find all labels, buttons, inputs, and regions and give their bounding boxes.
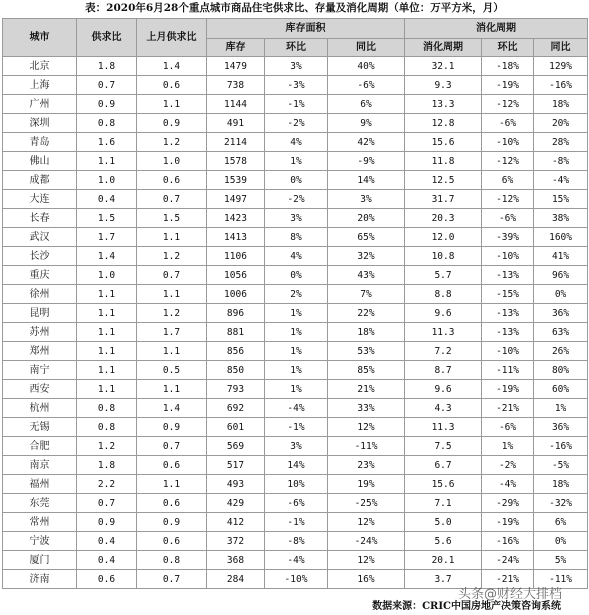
table-row <box>3 399 588 418</box>
cell-cycle-mom: -10% <box>482 133 534 152</box>
cell-supply-ratio: 0.7 <box>77 494 137 513</box>
cell-cycle-mom: -29% <box>482 494 534 513</box>
cell-inventory: 429 <box>207 494 265 513</box>
cell-inventory: 491 <box>207 114 265 133</box>
cell-cycle-yoy: 38% <box>534 209 588 228</box>
table-row <box>3 456 588 475</box>
cell-inventory: 738 <box>207 76 265 95</box>
cell-cycle-mom: -10% <box>482 342 534 361</box>
table-row <box>3 380 588 399</box>
cell-cycle-yoy: 15% <box>534 190 588 209</box>
watermark: 头条@财经大排档 <box>458 587 563 602</box>
cell-inventory-yoy: 33% <box>328 399 405 418</box>
cell-inventory: 1006 <box>207 285 265 304</box>
table-row <box>3 513 588 532</box>
cell-cycle: 15.6 <box>405 475 482 494</box>
cell-cycle-yoy: -8% <box>534 152 588 171</box>
cell-inventory: 517 <box>207 456 265 475</box>
cell-cycle: 11.8 <box>405 152 482 171</box>
table-row <box>3 532 588 551</box>
cell-supply-ratio: 1.1 <box>77 285 137 304</box>
cell-inventory: 1423 <box>207 209 265 228</box>
cell-inventory-yoy: -11% <box>328 437 405 456</box>
cell-inventory-mom: 1% <box>265 323 328 342</box>
cell-inventory-mom: -1% <box>265 95 328 114</box>
cell-cycle-mom: -6% <box>482 418 534 437</box>
cell-prev-supply-ratio: 1.0 <box>137 152 207 171</box>
cell-cycle: 9.3 <box>405 76 482 95</box>
cell-city: 广州 <box>3 95 77 114</box>
cell-cycle-yoy: -4% <box>534 171 588 190</box>
cell-cycle: 12.0 <box>405 228 482 247</box>
cell-inventory-mom: -8% <box>265 532 328 551</box>
cell-cycle-yoy: 60% <box>534 380 588 399</box>
cell-cycle: 15.6 <box>405 133 482 152</box>
cell-inventory: 1144 <box>207 95 265 114</box>
cell-supply-ratio: 0.7 <box>77 76 137 95</box>
cell-cycle-mom: -11% <box>482 361 534 380</box>
cell-inventory-yoy: 53% <box>328 342 405 361</box>
cell-city: 深圳 <box>3 114 77 133</box>
cell-supply-ratio: 1.6 <box>77 133 137 152</box>
cell-cycle-mom: -19% <box>482 513 534 532</box>
cell-supply-ratio: 1.0 <box>77 171 137 190</box>
cell-inventory-yoy: 43% <box>328 266 405 285</box>
cell-cycle-mom: -12% <box>482 190 534 209</box>
header-supply-ratio: 供求比 <box>77 19 137 57</box>
table-row <box>3 361 588 380</box>
data-table <box>2 18 588 589</box>
cell-inventory-yoy: -9% <box>328 152 405 171</box>
cell-inventory: 793 <box>207 380 265 399</box>
cell-city: 常州 <box>3 513 77 532</box>
cell-inventory-mom: 1% <box>265 380 328 399</box>
cell-city: 昆明 <box>3 304 77 323</box>
cell-inventory: 1578 <box>207 152 265 171</box>
cell-inventory-mom: 8% <box>265 228 328 247</box>
cell-cycle: 8.7 <box>405 361 482 380</box>
cell-cycle-mom: -6% <box>482 209 534 228</box>
cell-prev-supply-ratio: 1.2 <box>137 247 207 266</box>
cell-cycle-yoy: -32% <box>534 494 588 513</box>
table-row <box>3 95 588 114</box>
cell-prev-supply-ratio: 0.7 <box>137 266 207 285</box>
cell-cycle: 7.1 <box>405 494 482 513</box>
cell-city: 北京 <box>3 57 77 76</box>
cell-cycle: 11.3 <box>405 323 482 342</box>
cell-inventory-mom: 1% <box>265 361 328 380</box>
cell-inventory-mom: 3% <box>265 57 328 76</box>
cell-inventory-mom: 0% <box>265 266 328 285</box>
cell-cycle-yoy: 0% <box>534 285 588 304</box>
cell-cycle: 32.1 <box>405 57 482 76</box>
cell-inventory-mom: -10% <box>265 570 328 589</box>
cell-cycle-mom: -10% <box>482 247 534 266</box>
cell-cycle-mom: -21% <box>482 570 534 589</box>
cell-inventory-mom: 1% <box>265 304 328 323</box>
cell-city: 成都 <box>3 171 77 190</box>
cell-inventory: 1056 <box>207 266 265 285</box>
header-cycle: 消化周期 <box>405 39 482 57</box>
cell-supply-ratio: 0.4 <box>77 532 137 551</box>
cell-city: 南京 <box>3 456 77 475</box>
cell-supply-ratio: 1.1 <box>77 323 137 342</box>
cell-inventory-mom: 0% <box>265 171 328 190</box>
cell-inventory: 493 <box>207 475 265 494</box>
cell-cycle-yoy: 0% <box>534 532 588 551</box>
cell-cycle-mom: -13% <box>482 304 534 323</box>
cell-city: 武汉 <box>3 228 77 247</box>
source-note: 数据来源：CRIC中国房地产决策咨询系统 <box>372 601 561 612</box>
cell-cycle-yoy: 20% <box>534 114 588 133</box>
cell-supply-ratio: 1.0 <box>77 266 137 285</box>
cell-cycle-mom: 6% <box>482 171 534 190</box>
cell-inventory-yoy: 40% <box>328 57 405 76</box>
cell-cycle: 20.1 <box>405 551 482 570</box>
cell-cycle-yoy: -11% <box>534 570 588 589</box>
cell-cycle-yoy: 80% <box>534 361 588 380</box>
cell-cycle: 9.6 <box>405 304 482 323</box>
table-row <box>3 285 588 304</box>
cell-cycle-mom: -19% <box>482 76 534 95</box>
table-row <box>3 209 588 228</box>
cell-city: 青岛 <box>3 133 77 152</box>
cell-city: 大连 <box>3 190 77 209</box>
cell-inventory-yoy: 23% <box>328 456 405 475</box>
cell-supply-ratio: 0.4 <box>77 190 137 209</box>
cell-inventory-mom: -6% <box>265 494 328 513</box>
cell-city: 长春 <box>3 209 77 228</box>
header-cycle-mom: 环比 <box>482 39 534 57</box>
cell-supply-ratio: 1.5 <box>77 209 137 228</box>
cell-city: 重庆 <box>3 266 77 285</box>
cell-city: 苏州 <box>3 323 77 342</box>
cell-cycle-mom: -16% <box>482 532 534 551</box>
cell-city: 郑州 <box>3 342 77 361</box>
cell-cycle-yoy: 1% <box>534 399 588 418</box>
cell-inventory-mom: 10% <box>265 475 328 494</box>
cell-inventory-mom: 3% <box>265 437 328 456</box>
cell-supply-ratio: 0.8 <box>77 399 137 418</box>
cell-inventory-yoy: 14% <box>328 171 405 190</box>
table-row <box>3 228 588 247</box>
cell-inventory-yoy: 12% <box>328 551 405 570</box>
cell-cycle: 5.7 <box>405 266 482 285</box>
cell-inventory-mom: 4% <box>265 133 328 152</box>
cell-cycle: 5.6 <box>405 532 482 551</box>
cell-inventory-yoy: -6% <box>328 76 405 95</box>
cell-inventory-mom: 14% <box>265 456 328 475</box>
cell-cycle: 13.3 <box>405 95 482 114</box>
cell-inventory-mom: 1% <box>265 342 328 361</box>
table-title: 表：2020年6月28个重点城市商品住宅供求比、存量及消化周期（单位：万平方米，月） <box>85 2 504 14</box>
cell-city: 宁波 <box>3 532 77 551</box>
header-inventory-yoy: 同比 <box>328 39 405 57</box>
cell-inventory-mom: -4% <box>265 551 328 570</box>
cell-cycle: 12.5 <box>405 171 482 190</box>
cell-supply-ratio: 1.1 <box>77 304 137 323</box>
cell-supply-ratio: 0.9 <box>77 95 137 114</box>
header-city: 城市 <box>3 19 77 57</box>
cell-cycle: 31.7 <box>405 190 482 209</box>
table-row <box>3 133 588 152</box>
cell-cycle: 9.6 <box>405 380 482 399</box>
cell-supply-ratio: 0.8 <box>77 418 137 437</box>
table-row <box>3 57 588 76</box>
cell-prev-supply-ratio: 0.6 <box>137 171 207 190</box>
cell-inventory-yoy: 32% <box>328 247 405 266</box>
cell-cycle: 11.3 <box>405 418 482 437</box>
cell-supply-ratio: 1.1 <box>77 152 137 171</box>
cell-inventory-yoy: 6% <box>328 95 405 114</box>
cell-prev-supply-ratio: 1.5 <box>137 209 207 228</box>
cell-inventory-yoy: 9% <box>328 114 405 133</box>
cell-inventory-mom: 1% <box>265 152 328 171</box>
cell-supply-ratio: 0.8 <box>77 114 137 133</box>
cell-prev-supply-ratio: 0.6 <box>137 532 207 551</box>
cell-city: 西安 <box>3 380 77 399</box>
cell-cycle-yoy: -5% <box>534 456 588 475</box>
header-cycle-yoy: 同比 <box>534 39 588 57</box>
cell-cycle-yoy: 160% <box>534 228 588 247</box>
cell-inventory-yoy: 18% <box>328 323 405 342</box>
table-row <box>3 304 588 323</box>
cell-inventory-yoy: 65% <box>328 228 405 247</box>
cell-inventory-yoy: 21% <box>328 380 405 399</box>
cell-inventory: 569 <box>207 437 265 456</box>
cell-inventory: 896 <box>207 304 265 323</box>
cell-cycle: 5.0 <box>405 513 482 532</box>
cell-cycle: 8.8 <box>405 285 482 304</box>
cell-prev-supply-ratio: 0.7 <box>137 570 207 589</box>
cell-supply-ratio: 0.4 <box>77 551 137 570</box>
table-row <box>3 76 588 95</box>
cell-inventory-mom: 3% <box>265 209 328 228</box>
cell-cycle-mom: -12% <box>482 95 534 114</box>
cell-city: 长沙 <box>3 247 77 266</box>
cell-inventory: 368 <box>207 551 265 570</box>
cell-cycle-yoy: 36% <box>534 304 588 323</box>
cell-prev-supply-ratio: 1.2 <box>137 133 207 152</box>
cell-prev-supply-ratio: 1.1 <box>137 228 207 247</box>
cell-inventory-mom: -1% <box>265 513 328 532</box>
cell-city: 杭州 <box>3 399 77 418</box>
header-inventory: 库存 <box>207 39 265 57</box>
cell-supply-ratio: 0.9 <box>77 513 137 532</box>
cell-cycle-mom: -4% <box>482 475 534 494</box>
cell-cycle-mom: -21% <box>482 399 534 418</box>
cell-cycle-mom: -18% <box>482 57 534 76</box>
cell-inventory: 1497 <box>207 190 265 209</box>
cell-prev-supply-ratio: 0.5 <box>137 361 207 380</box>
cell-city: 合肥 <box>3 437 77 456</box>
cell-prev-supply-ratio: 1.1 <box>137 285 207 304</box>
table-row <box>3 475 588 494</box>
cell-prev-supply-ratio: 0.6 <box>137 494 207 513</box>
cell-inventory-yoy: 22% <box>328 304 405 323</box>
cell-inventory: 1479 <box>207 57 265 76</box>
cell-inventory-yoy: 12% <box>328 513 405 532</box>
cell-prev-supply-ratio: 0.9 <box>137 418 207 437</box>
cell-inventory-yoy: 85% <box>328 361 405 380</box>
cell-prev-supply-ratio: 0.7 <box>137 437 207 456</box>
header-prev-supply-ratio: 上月供求比 <box>137 19 207 57</box>
cell-prev-supply-ratio: 0.7 <box>137 190 207 209</box>
table-row <box>3 152 588 171</box>
cell-inventory-yoy: 16% <box>328 570 405 589</box>
cell-supply-ratio: 0.6 <box>77 570 137 589</box>
cell-inventory-yoy: 12% <box>328 418 405 437</box>
cell-prev-supply-ratio: 1.1 <box>137 380 207 399</box>
cell-cycle: 12.8 <box>405 114 482 133</box>
cell-city: 南宁 <box>3 361 77 380</box>
cell-inventory-yoy: 3% <box>328 190 405 209</box>
cell-cycle-yoy: 41% <box>534 247 588 266</box>
cell-inventory-yoy: 42% <box>328 133 405 152</box>
cell-cycle-mom: -2% <box>482 456 534 475</box>
cell-cycle-mom: -13% <box>482 266 534 285</box>
cell-cycle-yoy: -16% <box>534 76 588 95</box>
cell-inventory-yoy: 20% <box>328 209 405 228</box>
cell-city: 东莞 <box>3 494 77 513</box>
cell-inventory: 692 <box>207 399 265 418</box>
cell-cycle-yoy: 28% <box>534 133 588 152</box>
cell-inventory-yoy: -25% <box>328 494 405 513</box>
table-row <box>3 551 588 570</box>
cell-inventory: 856 <box>207 342 265 361</box>
cell-prev-supply-ratio: 1.2 <box>137 304 207 323</box>
cell-city: 福州 <box>3 475 77 494</box>
cell-inventory-mom: 4% <box>265 247 328 266</box>
cell-cycle-yoy: 36% <box>534 418 588 437</box>
table-row <box>3 171 588 190</box>
cell-cycle: 10.8 <box>405 247 482 266</box>
cell-cycle-mom: -19% <box>482 380 534 399</box>
cell-prev-supply-ratio: 1.4 <box>137 57 207 76</box>
cell-cycle-yoy: 6% <box>534 513 588 532</box>
cell-prev-supply-ratio: 1.1 <box>137 475 207 494</box>
cell-inventory: 372 <box>207 532 265 551</box>
table-row <box>3 494 588 513</box>
header-inventory-area: 库存面积 <box>207 19 405 39</box>
cell-prev-supply-ratio: 0.6 <box>137 456 207 475</box>
cell-cycle-mom: -12% <box>482 152 534 171</box>
table-row <box>3 437 588 456</box>
cell-prev-supply-ratio: 1.4 <box>137 399 207 418</box>
cell-cycle-mom: -6% <box>482 114 534 133</box>
cell-supply-ratio: 1.1 <box>77 342 137 361</box>
cell-prev-supply-ratio: 0.9 <box>137 114 207 133</box>
cell-cycle-yoy: 129% <box>534 57 588 76</box>
cell-cycle-mom: 1% <box>482 437 534 456</box>
cell-supply-ratio: 1.8 <box>77 57 137 76</box>
cell-city: 厦门 <box>3 551 77 570</box>
cell-inventory: 1539 <box>207 171 265 190</box>
cell-cycle: 3.7 <box>405 570 482 589</box>
cell-city: 徐州 <box>3 285 77 304</box>
cell-cycle: 7.2 <box>405 342 482 361</box>
table-row <box>3 266 588 285</box>
cell-prev-supply-ratio: 1.1 <box>137 95 207 114</box>
table-row <box>3 190 588 209</box>
cell-cycle-mom: -24% <box>482 551 534 570</box>
cell-supply-ratio: 1.4 <box>77 247 137 266</box>
cell-inventory-mom: -2% <box>265 190 328 209</box>
cell-city: 无锡 <box>3 418 77 437</box>
cell-cycle-yoy: 18% <box>534 95 588 114</box>
cell-cycle-mom: -15% <box>482 285 534 304</box>
cell-supply-ratio: 1.1 <box>77 380 137 399</box>
cell-cycle-yoy: 26% <box>534 342 588 361</box>
cell-supply-ratio: 1.8 <box>77 456 137 475</box>
cell-cycle-mom: -13% <box>482 323 534 342</box>
cell-inventory-mom: -3% <box>265 76 328 95</box>
table-row <box>3 114 588 133</box>
cell-cycle-yoy: 5% <box>534 551 588 570</box>
table-row <box>3 247 588 266</box>
cell-supply-ratio: 2.2 <box>77 475 137 494</box>
cell-inventory-yoy: 19% <box>328 475 405 494</box>
cell-city: 济南 <box>3 570 77 589</box>
table-row <box>3 323 588 342</box>
cell-cycle-yoy: 18% <box>534 475 588 494</box>
cell-cycle-yoy: 96% <box>534 266 588 285</box>
cell-inventory: 1413 <box>207 228 265 247</box>
cell-cycle: 7.5 <box>405 437 482 456</box>
cell-cycle: 4.3 <box>405 399 482 418</box>
cell-cycle-yoy: -16% <box>534 437 588 456</box>
cell-prev-supply-ratio: 0.9 <box>137 513 207 532</box>
cell-inventory-yoy: -24% <box>328 532 405 551</box>
cell-prev-supply-ratio: 0.8 <box>137 551 207 570</box>
cell-prev-supply-ratio: 1.7 <box>137 323 207 342</box>
cell-prev-supply-ratio: 1.1 <box>137 342 207 361</box>
cell-city: 上海 <box>3 76 77 95</box>
cell-cycle-mom: -39% <box>482 228 534 247</box>
cell-inventory-mom: -2% <box>265 114 328 133</box>
table-row <box>3 342 588 361</box>
header-inventory-mom: 环比 <box>265 39 328 57</box>
cell-cycle: 6.7 <box>405 456 482 475</box>
cell-inventory: 881 <box>207 323 265 342</box>
cell-inventory-mom: -1% <box>265 418 328 437</box>
cell-inventory: 284 <box>207 570 265 589</box>
cell-inventory: 601 <box>207 418 265 437</box>
cell-supply-ratio: 1.7 <box>77 228 137 247</box>
cell-inventory: 1106 <box>207 247 265 266</box>
header-digestion-cycle: 消化周期 <box>405 19 588 39</box>
header-row <box>3 19 588 39</box>
cell-supply-ratio: 1.1 <box>77 361 137 380</box>
cell-cycle-yoy: 63% <box>534 323 588 342</box>
cell-inventory-mom: 2% <box>265 285 328 304</box>
cell-inventory-mom: -4% <box>265 399 328 418</box>
cell-inventory: 850 <box>207 361 265 380</box>
cell-inventory-yoy: 7% <box>328 285 405 304</box>
cell-supply-ratio: 1.2 <box>77 437 137 456</box>
cell-inventory: 2114 <box>207 133 265 152</box>
cell-city: 佛山 <box>3 152 77 171</box>
cell-inventory: 412 <box>207 513 265 532</box>
cell-cycle: 20.3 <box>405 209 482 228</box>
cell-prev-supply-ratio: 0.6 <box>137 76 207 95</box>
table-row <box>3 418 588 437</box>
